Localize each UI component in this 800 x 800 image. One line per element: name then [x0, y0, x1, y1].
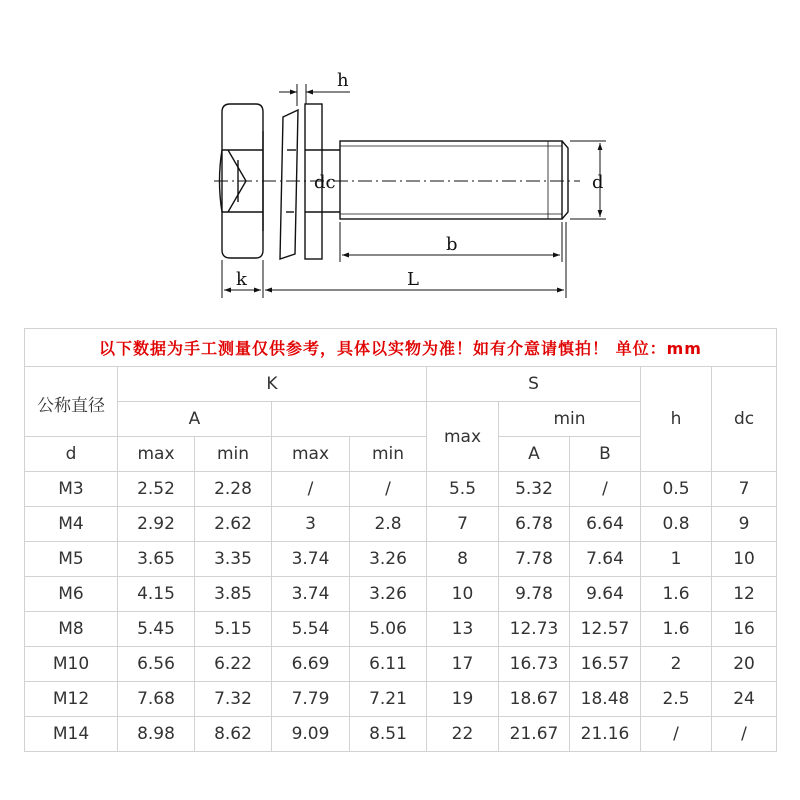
- value-cell: 12.73: [499, 612, 570, 647]
- value-cell: 3.26: [350, 542, 427, 577]
- value-cell: 3.26: [350, 577, 427, 612]
- header-k-a-min: min: [195, 437, 272, 472]
- value-cell: 7.64: [570, 542, 641, 577]
- header-k-a-max: max: [118, 437, 195, 472]
- size-cell: M12: [25, 682, 118, 717]
- value-cell: 5.06: [350, 612, 427, 647]
- spring-washer: [280, 110, 298, 259]
- header-s-min-a: A: [499, 437, 570, 472]
- value-cell: 18.67: [499, 682, 570, 717]
- table-row: [25, 717, 777, 752]
- value-cell: 7.68: [118, 682, 195, 717]
- notice-text: 以下数据为手工测量仅供参考，具体以实物为准！如有介意请慎拍！ 单位：mm: [25, 329, 777, 367]
- table-row: [25, 577, 777, 612]
- size-cell: M10: [25, 647, 118, 682]
- value-cell: /: [712, 717, 777, 752]
- table-row: [25, 507, 777, 542]
- size-cell: M3: [25, 472, 118, 507]
- value-cell: 9.64: [570, 577, 641, 612]
- header-k: K: [118, 367, 427, 402]
- header-dc: dc: [712, 367, 777, 472]
- value-cell: 2.28: [195, 472, 272, 507]
- value-cell: /: [350, 472, 427, 507]
- header-k-min: min: [350, 437, 427, 472]
- value-cell: 16.57: [570, 647, 641, 682]
- size-cell: M5: [25, 542, 118, 577]
- value-cell: 18.48: [570, 682, 641, 717]
- value-cell: 2.92: [118, 507, 195, 542]
- value-cell: 8: [427, 542, 499, 577]
- value-cell: 5.15: [195, 612, 272, 647]
- value-cell: 19: [427, 682, 499, 717]
- header-k-a: A: [118, 402, 272, 437]
- value-cell: 7: [427, 507, 499, 542]
- value-cell: 8.98: [118, 717, 195, 752]
- value-cell: 6.78: [499, 507, 570, 542]
- value-cell: 3.35: [195, 542, 272, 577]
- value-cell: 5.54: [272, 612, 350, 647]
- header-s: S: [427, 367, 641, 402]
- value-cell: 2.5: [641, 682, 712, 717]
- screw-technical-drawing: [0, 0, 800, 320]
- value-cell: 13: [427, 612, 499, 647]
- value-cell: 7.79: [272, 682, 350, 717]
- value-cell: 7: [712, 472, 777, 507]
- header-k-blank: [272, 402, 427, 437]
- value-cell: 22: [427, 717, 499, 752]
- size-cell: M6: [25, 577, 118, 612]
- value-cell: 6.11: [350, 647, 427, 682]
- value-cell: 0.5: [641, 472, 712, 507]
- header-s-max: max: [427, 402, 499, 472]
- value-cell: 1.6: [641, 612, 712, 647]
- value-cell: 10: [712, 542, 777, 577]
- value-cell: 8.51: [350, 717, 427, 752]
- value-cell: 4.15: [118, 577, 195, 612]
- label-dc: dc: [314, 172, 336, 193]
- value-cell: 9.78: [499, 577, 570, 612]
- value-cell: 0.8: [641, 507, 712, 542]
- value-cell: 5.45: [118, 612, 195, 647]
- size-cell: M4: [25, 507, 118, 542]
- value-cell: 6.69: [272, 647, 350, 682]
- label-b: b: [446, 234, 458, 255]
- value-cell: 24: [712, 682, 777, 717]
- value-cell: 12.57: [570, 612, 641, 647]
- size-cell: M14: [25, 717, 118, 752]
- value-cell: 2.62: [195, 507, 272, 542]
- value-cell: 12: [712, 577, 777, 612]
- value-cell: 8.62: [195, 717, 272, 752]
- table-row: [25, 682, 777, 717]
- value-cell: 5.5: [427, 472, 499, 507]
- value-cell: 2.52: [118, 472, 195, 507]
- value-cell: 6.22: [195, 647, 272, 682]
- value-cell: 7.21: [350, 682, 427, 717]
- size-cell: M8: [25, 612, 118, 647]
- screw-shank: [322, 141, 568, 219]
- label-L: L: [407, 269, 419, 290]
- spec-table: [24, 328, 777, 752]
- label-k: k: [236, 269, 247, 290]
- value-cell: 1.6: [641, 577, 712, 612]
- value-cell: 16.73: [499, 647, 570, 682]
- value-cell: 7.32: [195, 682, 272, 717]
- header-nominal-diameter: 公称直径: [25, 367, 118, 437]
- label-h: h: [337, 70, 349, 91]
- value-cell: 21.67: [499, 717, 570, 752]
- header-s-min-b: B: [570, 437, 641, 472]
- value-cell: 3.74: [272, 542, 350, 577]
- value-cell: 2: [641, 647, 712, 682]
- header-s-min: min: [499, 402, 641, 437]
- value-cell: 7.78: [499, 542, 570, 577]
- value-cell: /: [641, 717, 712, 752]
- value-cell: 17: [427, 647, 499, 682]
- value-cell: 6.64: [570, 507, 641, 542]
- header-h: h: [641, 367, 712, 472]
- header-d: d: [25, 437, 118, 472]
- value-cell: 3: [272, 507, 350, 542]
- value-cell: 21.16: [570, 717, 641, 752]
- value-cell: /: [272, 472, 350, 507]
- value-cell: 3.65: [118, 542, 195, 577]
- value-cell: 20: [712, 647, 777, 682]
- table-row: [25, 472, 777, 507]
- value-cell: 16: [712, 612, 777, 647]
- table-row: [25, 612, 777, 647]
- table-row: [25, 542, 777, 577]
- value-cell: 3.85: [195, 577, 272, 612]
- value-cell: 3.74: [272, 577, 350, 612]
- value-cell: 5.32: [499, 472, 570, 507]
- value-cell: 9.09: [272, 717, 350, 752]
- value-cell: 6.56: [118, 647, 195, 682]
- value-cell: /: [570, 472, 641, 507]
- value-cell: 9: [712, 507, 777, 542]
- value-cell: 2.8: [350, 507, 427, 542]
- value-cell: 1: [641, 542, 712, 577]
- label-d: d: [592, 172, 604, 193]
- value-cell: 10: [427, 577, 499, 612]
- header-k-max: max: [272, 437, 350, 472]
- table-row: [25, 647, 777, 682]
